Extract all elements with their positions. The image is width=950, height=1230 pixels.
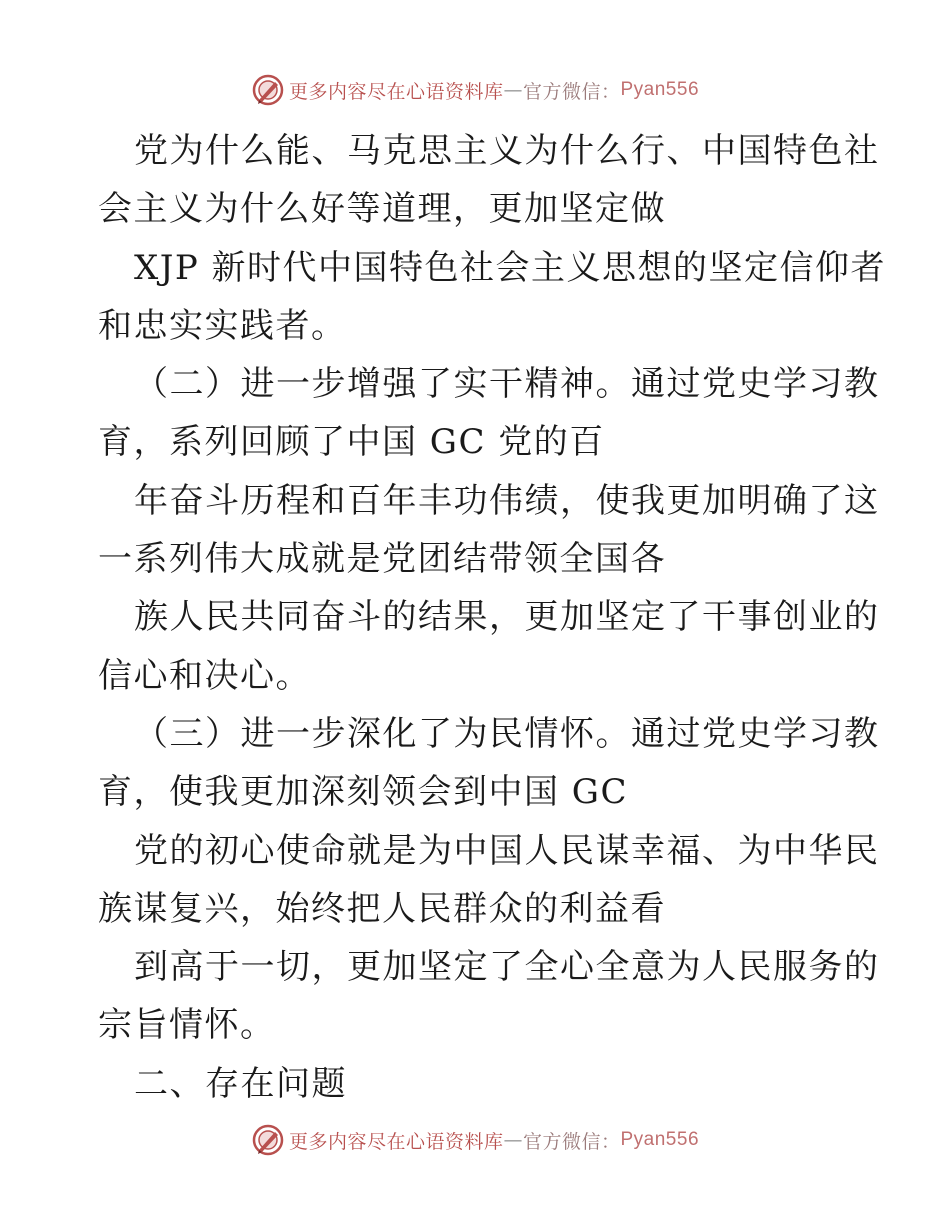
pen-logo-icon	[251, 1123, 285, 1157]
body-line: 宗旨情怀。	[98, 1005, 276, 1046]
body-line: 族人民共同奋斗的结果，更加坚定了干事创业的	[134, 597, 880, 638]
body-line: 族谋复兴，始终把人民群众的利益看	[98, 888, 666, 929]
body-line: XJP 新时代中国特色社会主义思想的坚定信仰者	[134, 247, 887, 288]
watermark-wechat-label: 官方微信：	[522, 80, 621, 103]
body-line: 一系列伟大成就是党团结带领全国各	[98, 539, 666, 580]
body-line: （二）进一步增强了实干精神。通过党史学习教	[134, 364, 880, 405]
watermark-footer	[0, 1120, 950, 1160]
watermark-separator: —	[503, 79, 523, 101]
document-body	[98, 122, 887, 1113]
body-line: 到高于一切，更加坚定了全心全意为人民服务的	[134, 947, 880, 988]
body-line: 党的初心使命就是为中国人民谋幸福、为中华民	[134, 830, 880, 871]
watermark-header	[0, 70, 950, 110]
watermark-separator: —	[503, 1129, 523, 1151]
watermark-wechat-label: 官方微信：	[522, 1130, 621, 1153]
body-line: 会主义为什么好等道理，更加坚定做	[98, 189, 666, 230]
body-line: 和忠实实践者。	[98, 305, 347, 346]
body-line: 育，使我更加深刻领会到中国 GC	[98, 772, 628, 813]
body-line: 党为什么能、马克思主义为什么行、中国特色社	[134, 131, 880, 171]
body-line: 年奋斗历程和百年丰功伟绩，使我更加明确了这	[134, 480, 880, 521]
body-line: 育，系列回顾了中国 GC 党的百	[98, 422, 605, 463]
pen-logo-icon	[251, 73, 285, 107]
watermark-main-text: 更多内容尽在心语资料库	[288, 1130, 504, 1153]
watermark-main-text: 更多内容尽在心语资料库	[288, 80, 504, 103]
watermark-wechat-id: Pyan556	[620, 79, 700, 100]
body-line: （三）进一步深化了为民情怀。通过党史学习教	[134, 713, 880, 754]
watermark-wechat-id: Pyan556	[620, 1129, 700, 1150]
body-line: 信心和决心。	[98, 655, 311, 696]
section-heading: 二、存在问题	[134, 1063, 347, 1104]
